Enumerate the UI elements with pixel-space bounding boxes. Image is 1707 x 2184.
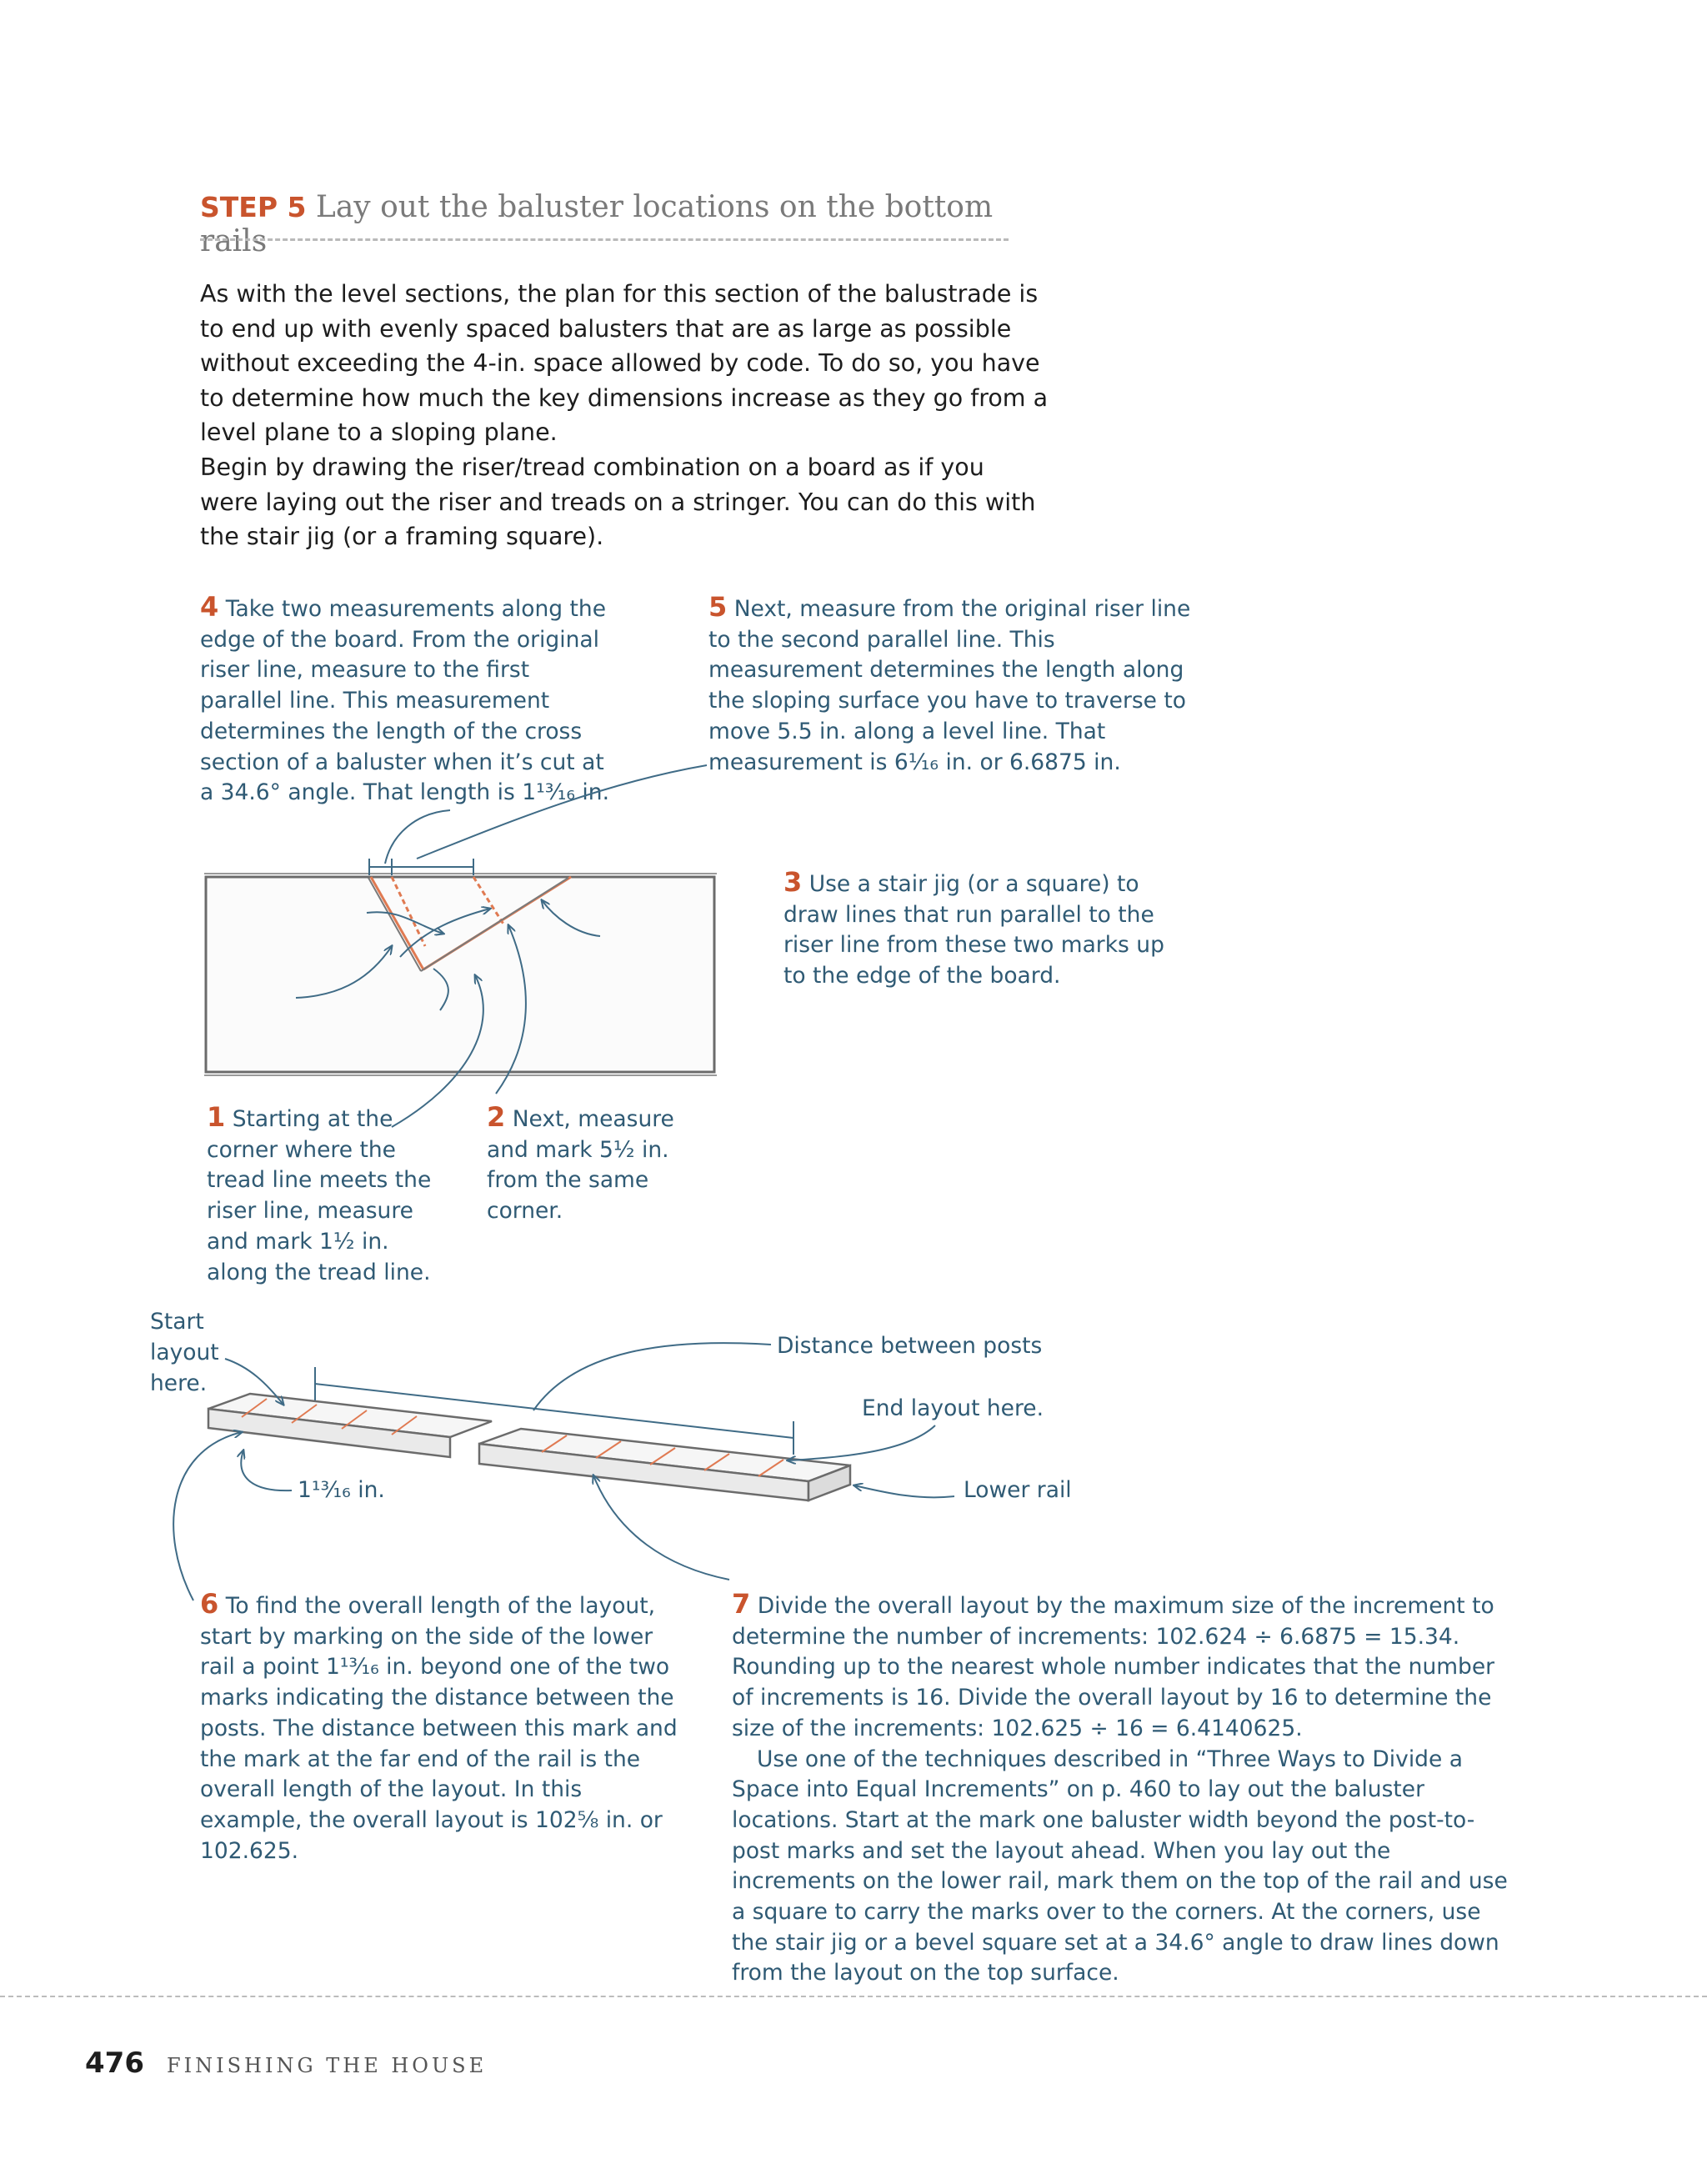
- callout-7-text-2: Use one of the techniques described in “Three Ways to Divide a Space into Equal Increments” on p. 460 to lay out the baluster locations. Start at the mark one baluster width beyond the post-to-post marks and set the layout ahead. When you lay out the increments on the lower rail, mark them on the top of the rail and use a square to carry the marks over to the corners. At the corners, use the stair jig or a bevel square set at a 34.6° angle to draw lines down from the layout on the top surface.: [732, 1746, 1508, 1986]
- step-title: Lay out the baluster locations on the bottom rails: [200, 190, 994, 258]
- label-lower-rail: Lower rail: [964, 1477, 1072, 1503]
- label-start-here: here.: [150, 1370, 208, 1396]
- intro-paragraph-2: Begin by drawing the riser/tread combination on a board as if you were laying out the riser and treads on a stringer. You can do this with the stair jig (or a framing square).: [200, 453, 1036, 550]
- lower-rail-left: [208, 1394, 492, 1457]
- page-number: 476: [85, 2046, 144, 2080]
- callout-1-number: 1: [207, 1101, 226, 1133]
- callout-4-number: 4: [200, 591, 219, 623]
- label-distance-between-posts: Distance between posts: [777, 1333, 1043, 1359]
- label-start-layout: layout: [150, 1340, 219, 1365]
- callout-1-text: Starting at the corner where the tread line meets the riser line, measure and mark 1½ in. along the tread line.: [207, 1106, 432, 1285]
- callout-2-number: 2: [487, 1101, 506, 1133]
- callout-6-number: 6: [200, 1588, 219, 1620]
- lower-rail-right: [479, 1429, 850, 1500]
- callout-2-text: Next, measure and mark 5½ in. from the same corner.: [487, 1106, 674, 1225]
- label-end-layout: End layout here.: [862, 1395, 1044, 1421]
- board-diagram: [204, 874, 717, 1075]
- callout-7-text: Divide the overall layout by the maximum size of the increment to determine the number of increments: 102.624 ÷ 6.6875 = 15.34. Rounding up to the nearest whole number indicates that the number of increments is 16. Divide the overall layout by 16 to determine the size of the increments: 102.625 ÷ 16 = 6.4140625.: [732, 1593, 1495, 1741]
- callout-5-text: Next, measure from the original riser line to the second parallel line. This measurement determines the length along the sloping surface you have to traverse to move 5.5 in. along a level line. That measurement is 6¹⁄₁₆ in. or 6.6875 in.: [708, 596, 1191, 775]
- callout-5-number: 5: [708, 591, 728, 623]
- intro-paragraph-1: As with the level sections, the plan for this section of the balustrade is to end up with evenly spaced balusters that are as large as possible without exceeding the 4-in. space allowed by code. To do so, you have to determine how much the key dimensions increase as they go from a level plane to a sloping plane.: [200, 280, 1049, 446]
- step-number: STEP 5: [200, 191, 307, 223]
- label-1-13-16-in: 1¹³⁄₁₆ in.: [298, 1477, 385, 1503]
- callout-6-text: To find the overall length of the layout, start by marking on the side of the lower rail a point 1¹³⁄₁₆ in. beyond one of the two marks indicating the distance between the posts. The distance between this mark and the mark at the far end of the rail is the overall length of the layout. In this example, the overall layout is 102⅝ in. or 102.625.: [200, 1593, 678, 1864]
- callout-3-text: Use a stair jig (or a square) to draw lines that run parallel to the riser line from these two marks up to the edge of the board.: [783, 871, 1164, 989]
- callout-7-number: 7: [732, 1588, 751, 1620]
- callout-3-number: 3: [783, 866, 803, 898]
- running-section-title: FINISHING THE HOUSE: [167, 2054, 488, 2077]
- label-start: Start: [150, 1309, 204, 1335]
- footer-divider: [0, 1996, 1707, 1997]
- callout-4-text: Take two measurements along the edge of the board. From the original riser line, measure to the first parallel line. This measurement determines the length of the cross section of a baluster when it’s cut at a 34.6° angle. That length is 1¹³⁄₁₆ in.: [200, 596, 610, 806]
